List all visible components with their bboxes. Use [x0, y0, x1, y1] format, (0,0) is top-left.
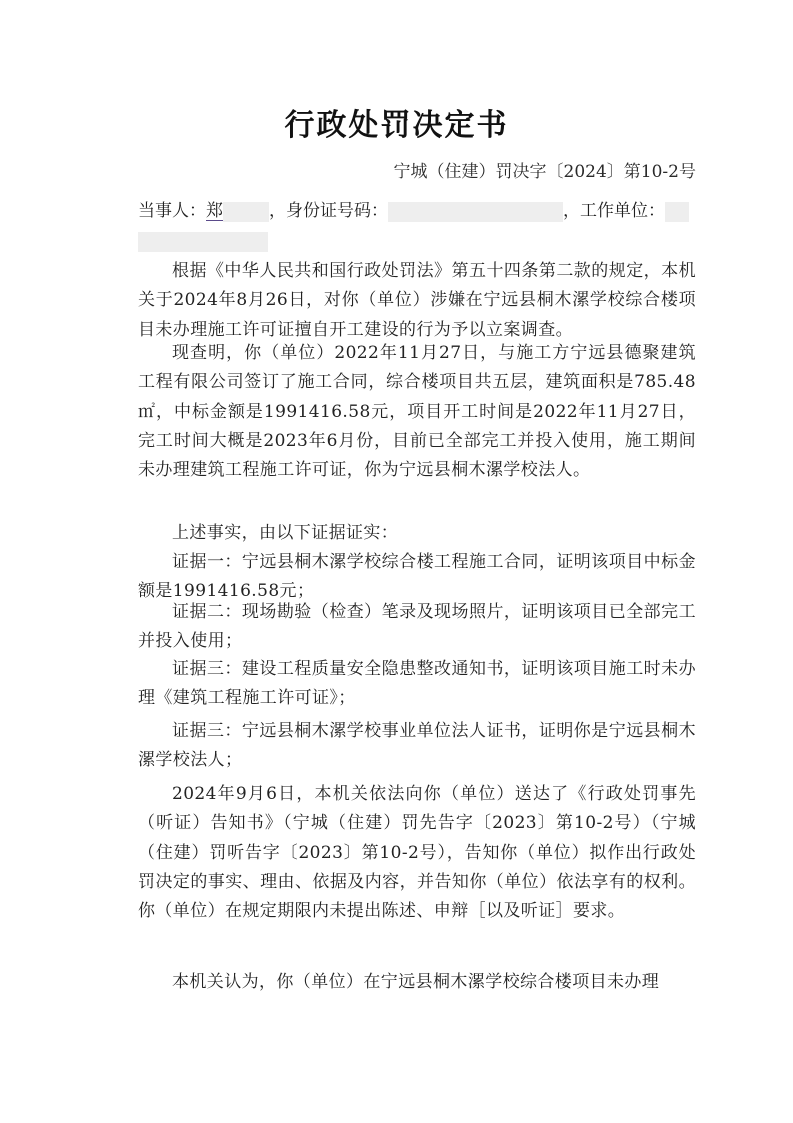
redacted-name	[223, 202, 269, 222]
paragraph-evidence-4: 证据三：宁远县桐木漯学校事业单位法人证书，证明你是宁远县桐木漯学校法人；	[138, 721, 696, 771]
paragraph-conclusion: 本机关认为，你（单位）在宁远县桐木漯学校综合楼项目未办理	[172, 972, 660, 992]
paragraph-evidence-3: 证据三：建设工程质量安全隐患整改通知书，证明该项目施工时未办理《建筑工程施工许可证》；	[138, 659, 696, 709]
party-label: 当事人：	[138, 201, 206, 221]
document-title: 行政处罚决定书	[284, 108, 509, 143]
paragraph-case-filing: 根据《中华人民共和国行政处罚法》第五十四条第二款的规定，本机关于2024年8月26日，对你（单位）涉嫌在宁远县桐木漯学校综合楼项目未办理施工许可证擅自开工建设的行为予以立案调查。	[138, 261, 696, 340]
redacted-work-unit-line2	[138, 232, 268, 252]
id-label: ，身份证号码：	[269, 201, 388, 221]
work-unit-label: ，工作单位：	[563, 201, 665, 221]
redacted-id-number	[388, 202, 563, 222]
paragraph-evidence-2: 证据二：现场勘验（检查）笔录及现场照片，证明该项目已全部完工并投入使用；	[138, 602, 696, 652]
paragraph-evidence-1: 证据一：宁远县桐木漯学校综合楼工程施工合同，证明该项目中标金额是1991416.58元；	[138, 552, 696, 602]
document-number: 宁城（住建）罚决字〔2024〕第10-2号	[393, 162, 696, 182]
party-info	[138, 196, 698, 256]
paragraph-notice: 2024年9月6日，本机关依法向你（单位）送达了《行政处罚事先（听证）告知书》（宁城（住建）罚先告字〔2023〕第10-2号）（宁城（住建）罚听告字〔2023〕第10-2号），告知你（单位）拟作出行政处罚决定的事实、理由、依据及内容，并告知你（单位）依法享有的权利。你（单位）在规定期限内未提出陈述、申辩［以及听证］要求。	[138, 784, 696, 922]
paragraph-evidence-intro: 上述事实，由以下证据证实：	[172, 523, 399, 543]
redacted-work-unit	[665, 202, 689, 222]
paragraph-findings: 现查明，你（单位）2022年11月27日，与施工方宁远县德聚建筑工程有限公司签订了施工合同，综合楼项目共五层，建筑面积是785.48㎡，中标金额是1991416.58元，项目开工时间是2022年11月27日，完工时间大概是2023年6月份，目前已全部完工并投入使用，施工期间未办理建筑工程施工许可证，你为宁远县桐木漯学校法人。	[138, 343, 696, 481]
party-name: 郑	[206, 201, 223, 221]
